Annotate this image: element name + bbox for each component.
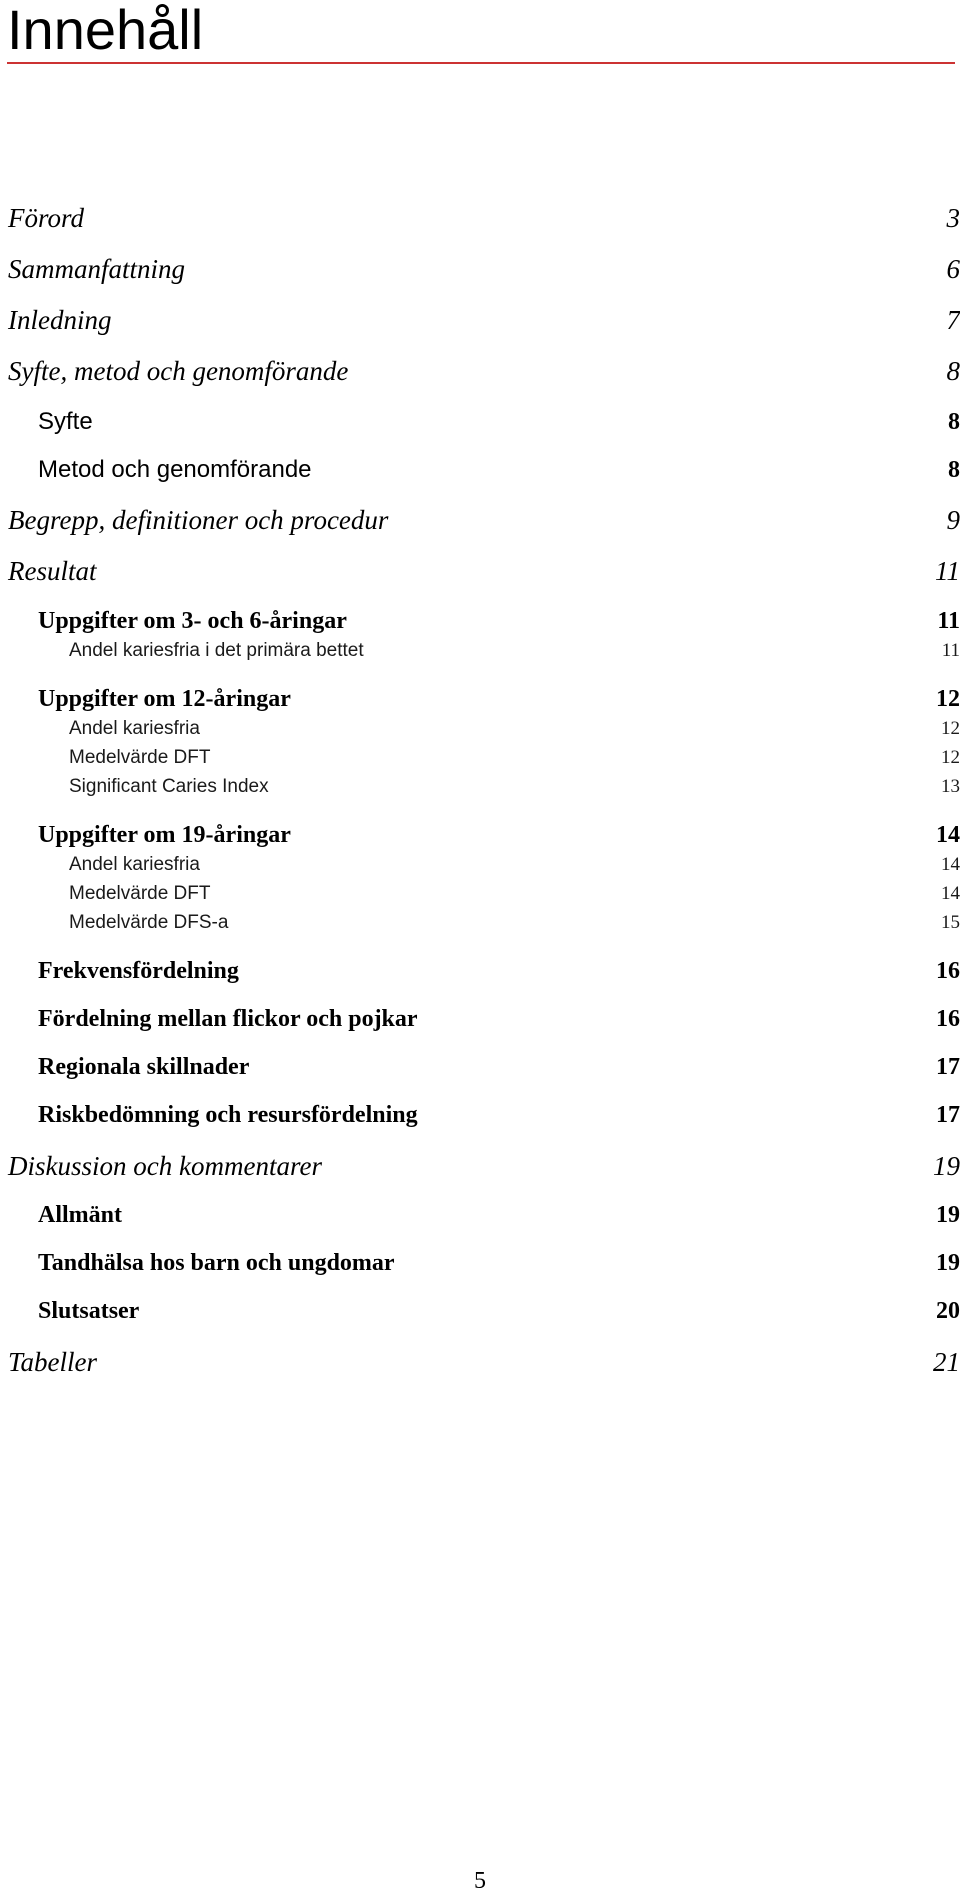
toc-entry-label: Begrepp, definitioner och procedur [8,505,389,535]
toc-entry-label: Syfte, metod och genomförande [8,356,349,386]
toc-entry-slutsatser[interactable] [0,1298,960,1325]
toc-entry-page: 8 [946,356,960,386]
toc-entry-forord[interactable] [0,203,960,234]
toc-entry-diskussion[interactable] [0,1151,960,1182]
toc-entry-page: 9 [946,505,960,535]
toc-entry-regionala-skillnader[interactable] [0,1054,960,1081]
toc-entry-page: 11 [935,556,960,586]
toc-entry-page: 3 [946,203,960,233]
toc-entry-medelvarde-dft-19[interactable] [0,883,960,905]
toc-entry-label: Fördelning mellan flickor och pojkar [38,1006,418,1032]
toc-entry-page: 12 [941,747,960,768]
toc-entry-uppgifter-12[interactable] [0,686,960,713]
toc-entry-label: Syfte [38,408,93,435]
toc-entry-page: 17 [936,1102,960,1128]
toc-entry-label: Uppgifter om 3- och 6-åringar [38,608,347,634]
toc-entry-label: Diskussion och kommentarer [8,1151,322,1181]
toc-entry-allmant[interactable] [0,1202,960,1229]
toc-entry-uppgifter-19[interactable] [0,822,960,849]
toc-entry-andel-kariesfria-primara[interactable] [0,640,960,662]
toc-entry-page: 16 [936,1006,960,1032]
toc-entry-page: 17 [936,1054,960,1080]
toc-entry-frekvensfordelning[interactable] [0,958,960,985]
toc-entry-label: Regionala skillnader [38,1054,250,1080]
toc-entry-label: Allmänt [38,1202,122,1228]
toc-entry-label: Medelvärde DFS-a [69,912,229,933]
toc-entry-label: Tabeller [8,1347,98,1377]
toc-entry-page: 8 [948,409,960,435]
toc-entry-syfte-metod[interactable] [0,356,960,387]
toc-entry-page: 12 [941,718,960,739]
toc-entry-label: Medelvärde DFT [69,883,211,904]
toc-entry-page: 19 [936,1202,960,1228]
toc-entry-label: Riskbedömning och resursfördelning [38,1102,418,1128]
toc-entry-andel-kariesfria-19[interactable] [0,854,960,876]
toc-entry-page: 15 [941,912,960,933]
toc-entry-resultat[interactable] [0,556,960,587]
toc-entry-metod[interactable] [0,456,960,484]
toc-entry-syfte[interactable] [0,408,960,436]
toc-entry-label: Frekvensfördelning [38,958,239,984]
toc-entry-label: Andel kariesfria [69,854,200,875]
toc-entry-medelvarde-dft-12[interactable] [0,747,960,769]
toc-entry-page: 13 [941,776,960,797]
toc-entry-page: 14 [936,822,960,848]
toc-entry-page: 12 [936,686,960,712]
toc-entry-label: Significant Caries Index [69,776,269,797]
toc-entry-tabeller[interactable] [0,1347,960,1378]
toc-entry-label: Inledning [8,305,112,335]
page-title: Innehåll [7,0,955,64]
toc-entry-andel-kariesfria-12[interactable] [0,718,960,740]
toc-entry-page: 8 [948,457,960,483]
toc-entry-page: 7 [946,305,960,335]
toc-entry-label: Tandhälsa hos barn och ungdomar [38,1250,395,1276]
toc-entry-page: 19 [933,1151,960,1181]
toc-entry-label: Uppgifter om 19-åringar [38,822,291,848]
page-number: 5 [474,1868,486,1894]
toc-entry-label: Resultat [8,556,97,586]
toc-entry-label: Andel kariesfria [69,718,200,739]
toc-entry-page: 11 [937,608,960,634]
toc-entry-significant-caries-index[interactable] [0,776,960,798]
toc-entry-fordelning-flickor-pojkar[interactable] [0,1006,960,1033]
toc-entry-page: 11 [941,640,960,661]
toc-entry-label: Förord [8,203,85,233]
toc-entry-inledning[interactable] [0,305,960,336]
toc-entry-medelvarde-dfs-a[interactable] [0,912,960,934]
toc-entry-sammanfattning[interactable] [0,254,960,285]
toc-entry-label: Slutsatser [38,1298,140,1324]
toc-entry-label: Uppgifter om 12-åringar [38,686,291,712]
toc-entry-page: 19 [936,1250,960,1276]
toc-entry-page: 21 [933,1347,960,1377]
toc-entry-label: Sammanfattning [8,254,186,284]
toc-entry-page: 20 [936,1298,960,1324]
toc-entry-page: 16 [936,958,960,984]
toc-entry-page: 6 [946,254,960,284]
toc-entry-page: 14 [941,883,960,904]
toc-entry-page: 14 [941,854,960,875]
toc-entry-riskbedomning[interactable] [0,1102,960,1129]
toc-entry-label: Metod och genomförande [38,456,312,483]
toc-entry-label: Medelvärde DFT [69,747,211,768]
toc-entry-begrepp[interactable] [0,505,960,536]
toc-entry-tandhalsa[interactable] [0,1250,960,1277]
toc-entry-uppgifter-3-6[interactable] [0,608,960,635]
toc-entry-label: Andel kariesfria i det primära bettet [69,640,364,661]
